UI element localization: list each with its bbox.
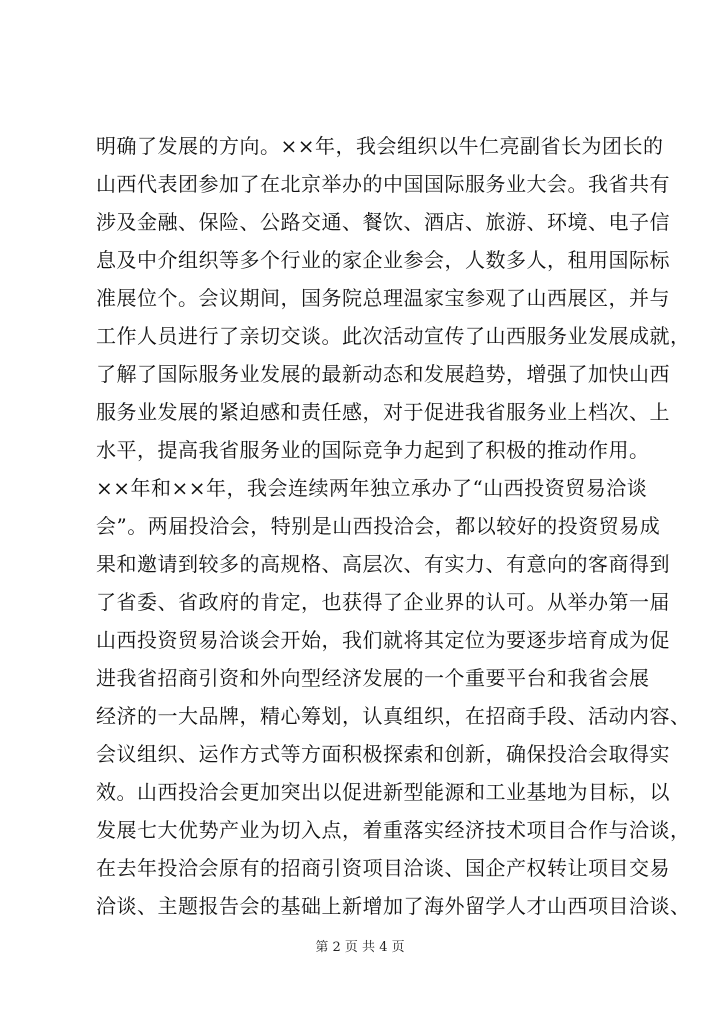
text-line: 会议组织、运作方式等方面积极探索和创新，确保投洽会取得实 <box>96 742 670 766</box>
text-line: 果和邀请到较多的高规格、高层次、有实力、有意向的客商得到 <box>96 552 670 576</box>
text-line: 在去年投洽会原有的招商引资项目洽谈、国企产权转让项目交易 <box>96 856 670 880</box>
text-line: 工作人员进行了亲切交谈。此次活动宣传了山西服务业发展成就， <box>96 324 691 348</box>
text-line: 进我省招商引资和外向型经济发展的一个重要平台和我省会展 <box>96 666 650 690</box>
text-line: ××年和××年，我会连续两年独立承办了“山西投资贸易洽谈 <box>96 476 648 500</box>
text-line: 洽谈、主题报告会的基础上新增加了海外留学人才山西项目洽谈、 <box>96 894 691 918</box>
text-line: 会”。两届投洽会，特别是山西投洽会，都以较好的投资贸易成 <box>96 514 661 538</box>
text-line: 明确了发展的方向。××年，我会组织以牛仁亮副省长为团长的 <box>96 134 664 158</box>
text-line: 服务业发展的紧迫感和责任感，对于促进我省服务业上档次、上 <box>96 400 670 424</box>
page-number-footer: 第 2 页 共 4 页 <box>315 940 405 955</box>
text-line: 山西投资贸易洽谈会开始，我们就将其定位为要逐步培育成为促 <box>96 628 670 652</box>
text-line: 涉及金融、保险、公路交通、餐饮、酒店、旅游、环境、电子信 <box>96 210 670 234</box>
text-line: 经济的一大品牌，精心筹划，认真组织，在招商手段、活动内容、 <box>96 704 691 728</box>
text-line: 水平，提高我省服务业的国际竞争力起到了积极的推动作用。 <box>96 438 650 462</box>
text-line: 发展七大优势产业为切入点，着重落实经济技术项目合作与洽谈， <box>96 818 691 842</box>
body-text <box>96 127 691 925</box>
text-line: 山西代表团参加了在北京举办的中国国际服务业大会。我省共有 <box>96 172 670 196</box>
text-line: 效。山西投洽会更加突出以促进新型能源和工业基地为目标，以 <box>96 780 670 804</box>
text-line: 了省委、省政府的肯定，也获得了企业界的认可。从举办第一届 <box>96 590 670 614</box>
text-line: 了解了国际服务业发展的最新动态和发展趋势，增强了加快山西 <box>96 362 670 386</box>
text-line: 准展位个。会议期间，国务院总理温家宝参观了山西展区，并与 <box>96 286 670 310</box>
text-line: 息及中介组织等多个行业的家企业参会，人数多人，租用国际标 <box>96 248 670 272</box>
